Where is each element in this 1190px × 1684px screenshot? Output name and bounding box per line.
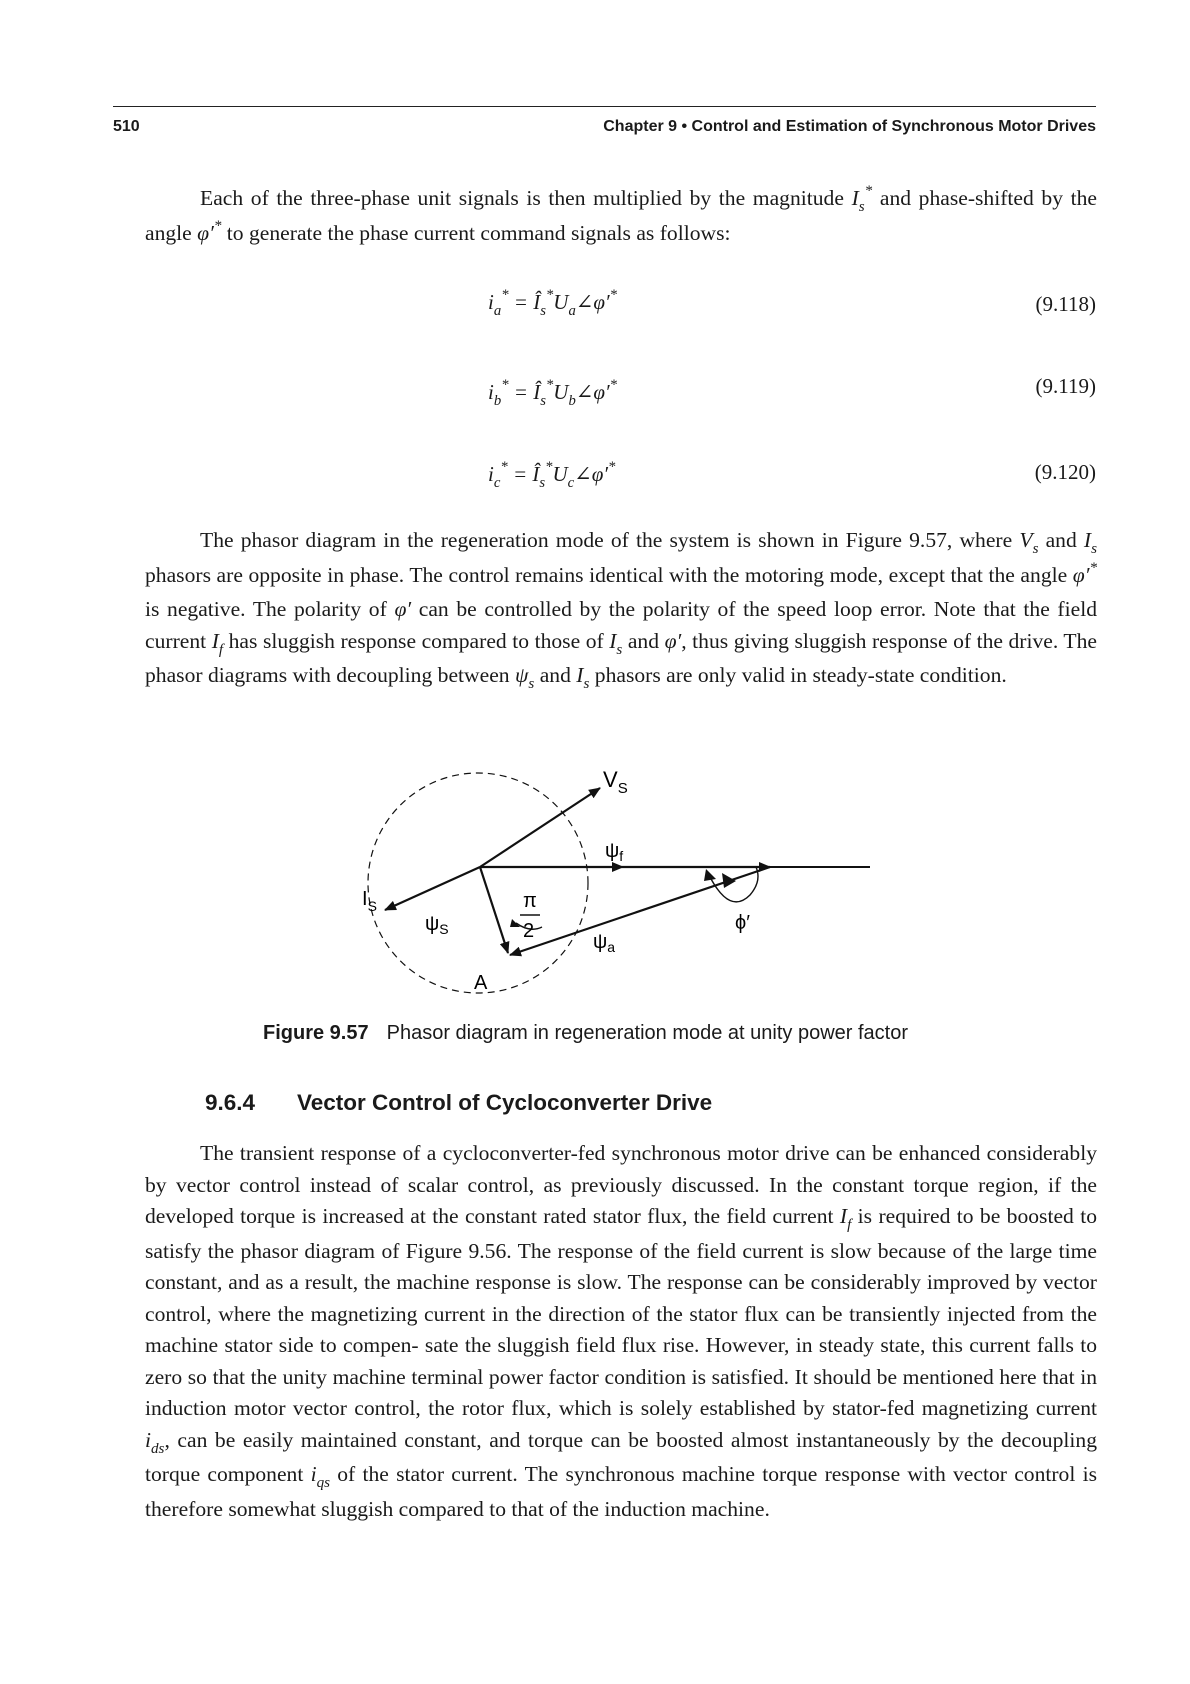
page-number: 510 [113,118,140,135]
vs-label: $V_S$ [603,767,628,797]
two-label: 2 [523,920,535,942]
figure-caption-text: Phasor diagram in regeneration mode at unity power factor [386,1022,909,1044]
vs-phasor [480,788,600,867]
intro-paragraph: Each of the three-phase unit signals is then multiplied by the magnitude $I_s^*$ and phase-shifted by the angle φ′* to generate the phase current command signals as follows: [145,183,1098,245]
header-rule [113,106,1096,107]
section-heading [205,1090,712,1116]
figure-caption [263,1022,908,1045]
equation-number: (9.119) [1035,374,1096,398]
equation-number: (9.118) [1035,292,1096,316]
vector-control-paragraph: The transient response of a cycloconverter-fed synchronous motor drive can be enhanced considerably by vector control instead of scalar control, as previously discussed. In the constant torque region, if the developed torque is increased at the constant rated stator flux, the field current $I_f$ is required to be boosted to satisfy the phasor diagram of Figure 9.56. The response of the field current is slow because of the large time constant, and as a result, the machine response is slow. The response can be considerably improved by vector control, where the magnetizing current in the direction of the stator flux can be transiently injected from the machine stator side to compen- sate the sluggish field flux rise. However, in steady state, this current falls to zero so that the unity machine terminal power factor condition is satisfied. It should be mentioned here that in induction motor vector control, the rotor flux, which is solely established by stator-fed magnetizing current $i_{ds}$, can be easily maintained constant, and torque can be boosted almost instantaneously by the decoupling torque component $i_{qs}$ of the stator current. The synchronous machine torque response with vector control is therefore somewhat sluggish compared to that of the induction machine. [145,1141,1098,1521]
equation-9-119: $i_b^*$ = $Î_s^*U_b\angle\varphi'^*$ [488,377,617,409]
section-title: Vector Control of Cycloconverter Drive [297,1090,713,1115]
figure-caption-label: Figure 9.57 [263,1022,369,1044]
phi-label: ϕ′ [735,912,750,934]
psi-a-label: $\psi_a$ [593,931,616,955]
section-number: 9.6.4 [205,1090,256,1115]
regeneration-paragraph: The phasor diagram in the regeneration mode of the system is shown in Figure 9.57, where $V_s$ and $I_s$ phasors are opposite in phase. The control remains identical with the motoring mode, except that the angle φ′* is negative. The polarity of φ′ can be controlled by the polarity of the speed loop error. Note that the field current $I_f$ has sluggish response compared to those of $I_s$ and φ′, thus giving sluggish response of the drive. The phasor diagrams with decoupling between $\psi_s$ and $I_s$ phasors are only valid in steady-state condition. [145,528,1097,692]
phasor-diagram [360,755,880,1005]
psi-s-label: $\psi_S$ [425,913,449,937]
pi-label: π [523,890,537,912]
dashed-circle [368,773,588,993]
point-a-label: A [474,972,488,994]
equation-9-120: $i_c^*$ = $Î_s^*U_c\angle\varphi'^*$ [488,459,616,491]
psi-s-phasor [480,867,508,953]
equation-number: (9.120) [1034,460,1096,484]
running-head: Chapter 9 • Control and Estimation of Synchronous Motor Drives [603,118,1096,135]
psi-f-label: $\psi_f$ [605,840,624,864]
psi-a-upper-arrow [722,873,736,888]
is-phasor [385,867,480,910]
is-label: $I_S$ [362,888,377,914]
equation-9-118: $i_a^*$ = $Î_s^*U_a\angle\varphi'^*$ [488,287,617,319]
